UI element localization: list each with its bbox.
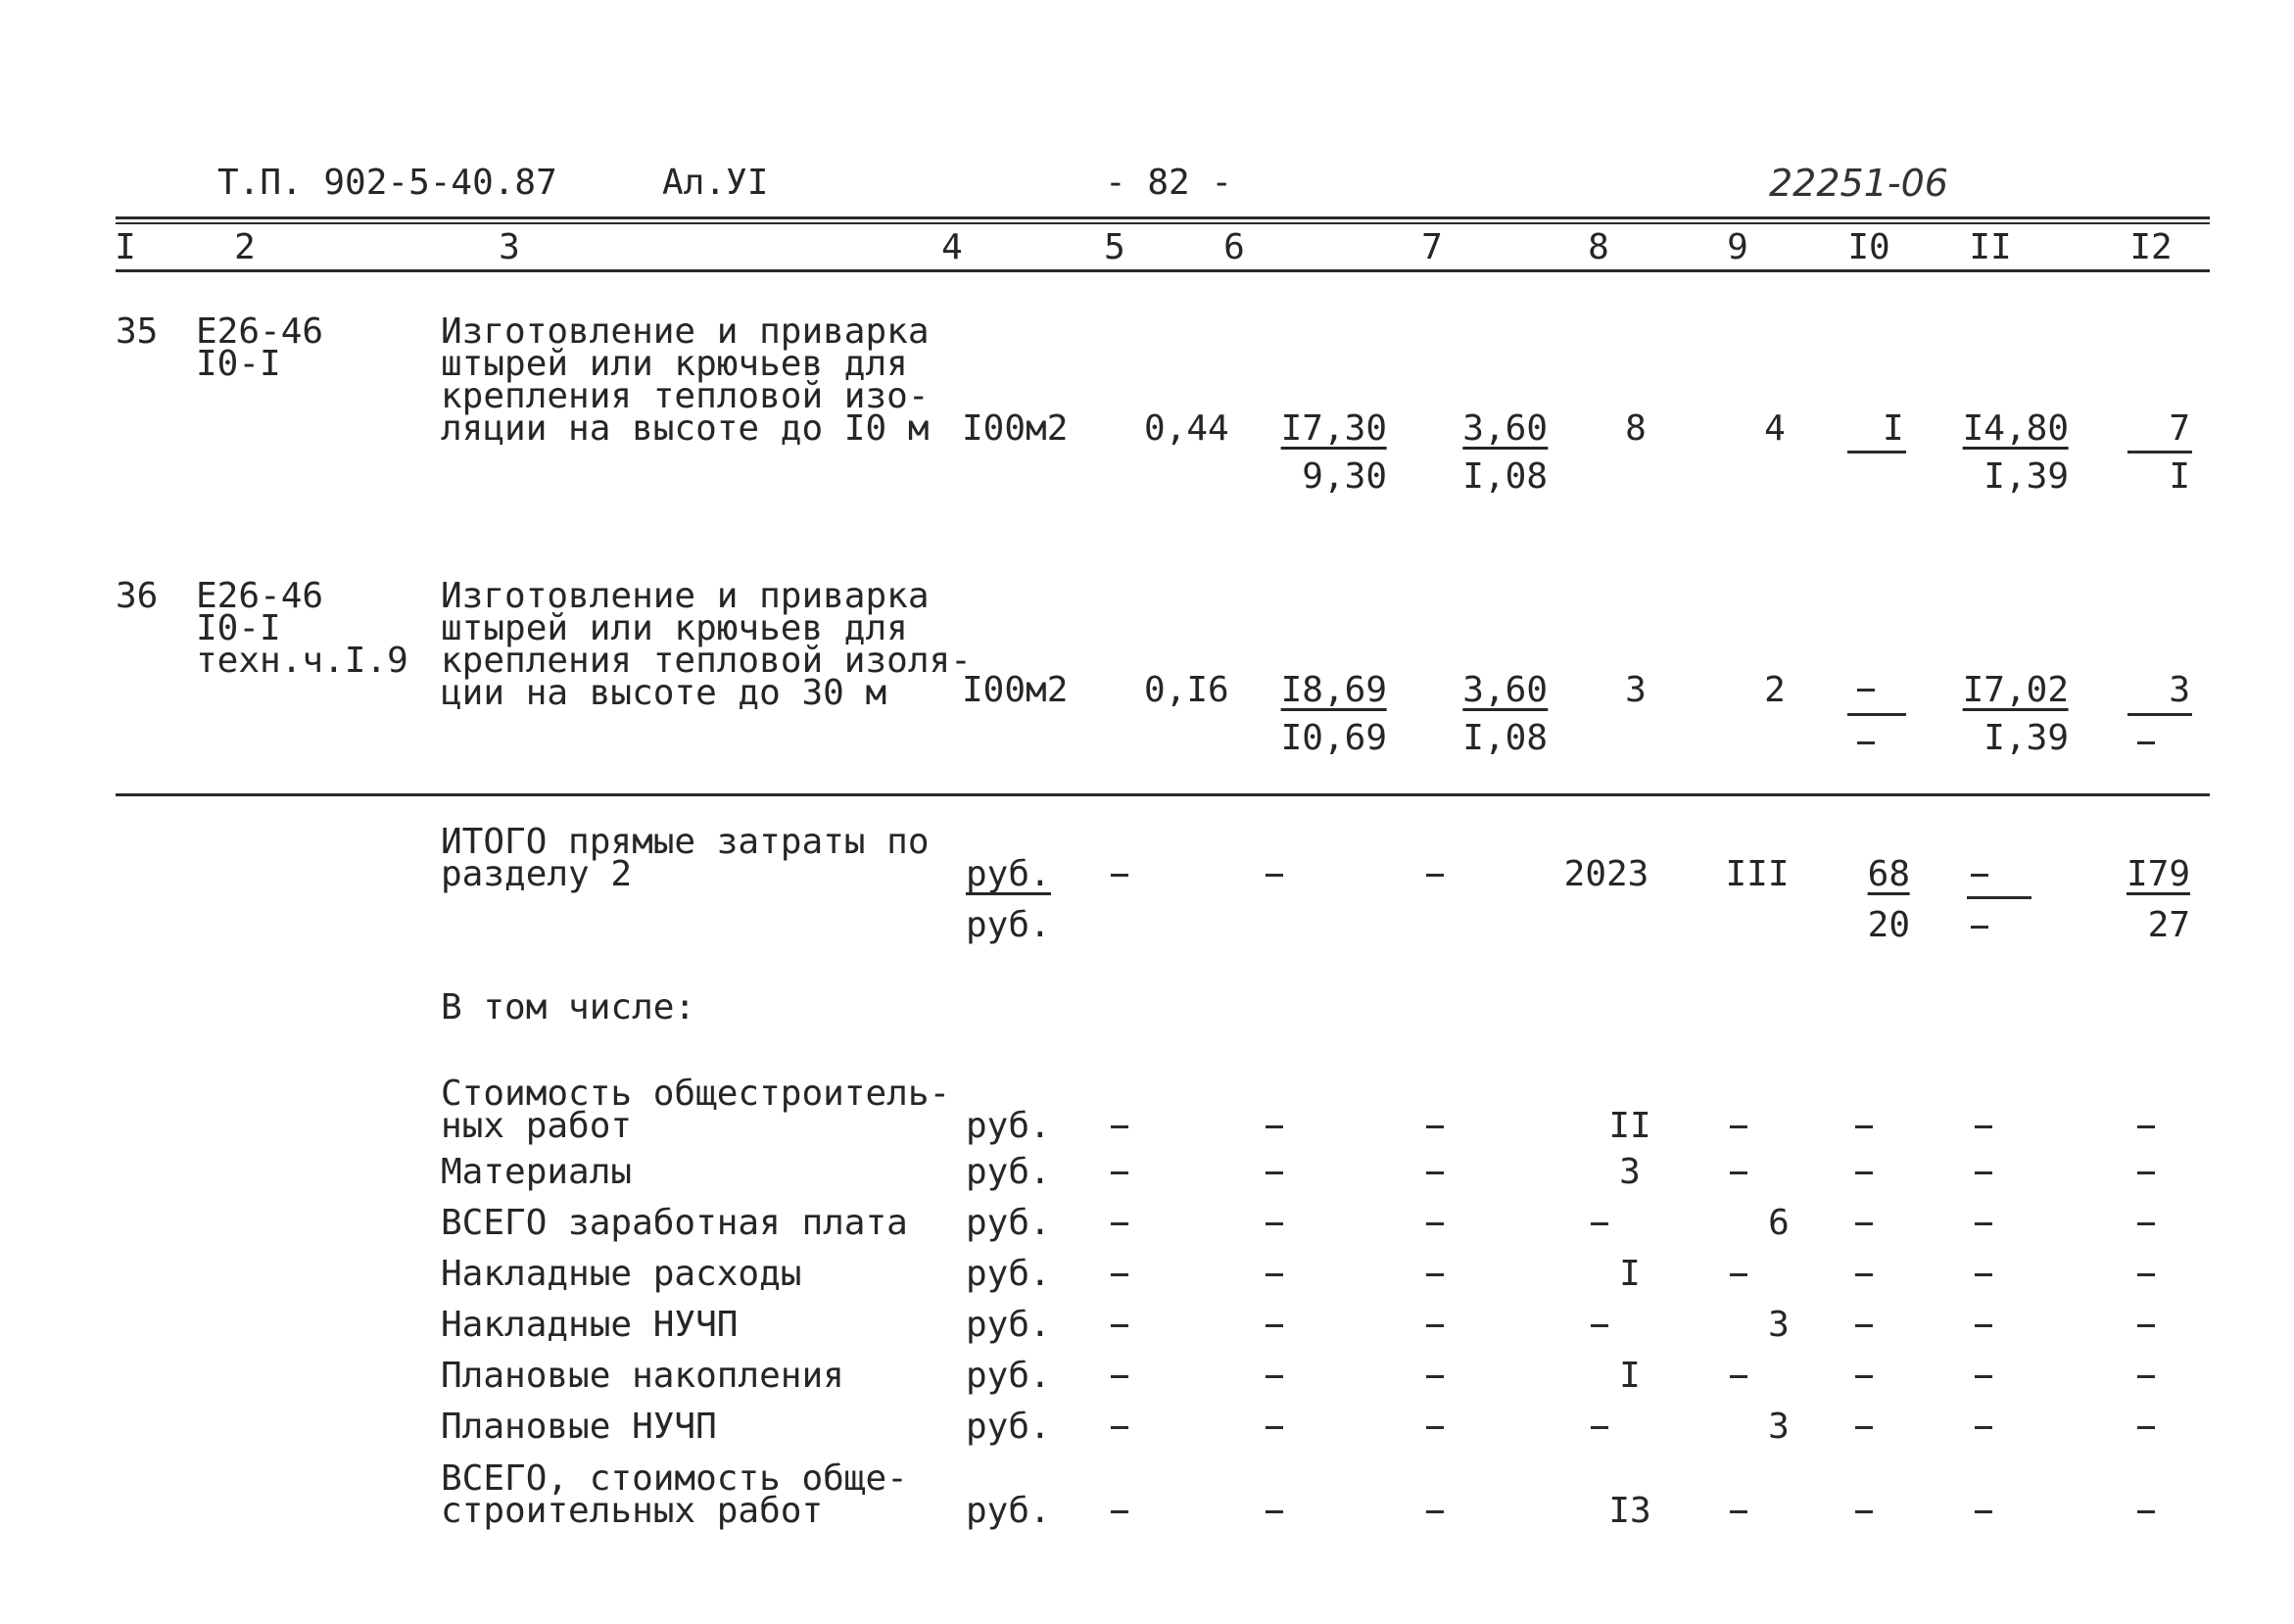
breakdown-dash-col-6: [1266, 1125, 1283, 1128]
col-12-fraction-line: [2127, 451, 2192, 454]
breakdown-dash-col-7: [1426, 1273, 1444, 1276]
total-col-6-dash: [1266, 874, 1283, 877]
total-col-11-bottom-dash: [1971, 926, 1988, 929]
breakdown-dash-col-5: [1111, 1510, 1128, 1513]
breakdown-dash-col-10: [1855, 1222, 1873, 1225]
breakdown-value-col-8: I3: [1608, 1491, 1651, 1531]
unit-cost-wages: I0,69: [1280, 718, 1387, 758]
breakdown-dash-col-11: [1975, 1273, 1992, 1276]
breakdown-dash-col-12: [2137, 1375, 2155, 1378]
breakdown-dash-col-12: [2137, 1426, 2155, 1429]
total-unit-bottom: руб.: [966, 905, 1051, 945]
col-11-total: I7,02: [1962, 670, 2069, 710]
col-10-bottom-dash: [1857, 741, 1875, 744]
breakdown-dash-col-5: [1111, 1426, 1128, 1429]
breakdown-label: Накладные НУЧП: [441, 1305, 739, 1345]
breakdown-dash-col-5: [1111, 1273, 1128, 1276]
price-code-line-2: I0-I: [196, 608, 281, 648]
col-num-1: I: [115, 227, 136, 267]
total-unit-top: руб.: [966, 854, 1051, 894]
breakdown-dash-col-6: [1266, 1171, 1283, 1174]
col-num-12: I2: [2129, 227, 2173, 267]
breakdown-dash-col-5: [1111, 1171, 1128, 1174]
col-num-2: 2: [234, 227, 256, 267]
breakdown-dash-col-12: [2137, 1273, 2155, 1276]
machine-cost-wages: I,08: [1462, 718, 1548, 758]
work-description-line-1: Изготовление и приварка: [441, 576, 930, 616]
total-col-8: 2023: [1563, 854, 1649, 894]
unit-cost-wages: 9,30: [1302, 456, 1387, 497]
machine-cost: 3,60: [1462, 670, 1548, 710]
unit-cost-total: I8,69: [1280, 670, 1387, 710]
breakdown-dash-col-5: [1111, 1222, 1128, 1225]
col-num-5: 5: [1104, 227, 1125, 267]
breakdown-dash-col-5: [1111, 1324, 1128, 1327]
breakdown-dash-col-9: [1730, 1273, 1747, 1276]
col-num-8: 8: [1588, 227, 1609, 267]
total-col-12-top: I79: [2126, 854, 2190, 894]
col-10-dash: [1857, 689, 1875, 692]
breakdown-value-col-8: 3: [1619, 1152, 1641, 1192]
breakdown-dash-col-12: [2137, 1222, 2155, 1225]
breakdown-label: ВСЕГО, стоимость обще-: [441, 1458, 908, 1499]
price-code-line-2: I0-I: [196, 344, 281, 384]
work-description-line-2: штырей или крючьев для: [441, 344, 908, 384]
col-11-wages: I,39: [1983, 456, 2069, 497]
breakdown-unit: руб.: [966, 1305, 1051, 1345]
unit-of-measure: I00м2: [962, 408, 1069, 449]
work-description-line-3: крепления тепловой изо-: [441, 376, 930, 416]
column-header-rule: [116, 269, 2210, 272]
price-code-line-1: Е26-46: [196, 576, 324, 616]
unit-of-measure: I00м2: [962, 670, 1069, 710]
breakdown-dash-col-10: [1855, 1324, 1873, 1327]
price-code-line-3: техн.ч.I.9: [196, 641, 408, 681]
breakdown-dash-col-6: [1266, 1375, 1283, 1378]
breakdown-title: В том числе:: [441, 987, 696, 1027]
col-12-total: 7: [2169, 408, 2190, 449]
breakdown-dash-col-7: [1426, 1510, 1444, 1513]
breakdown-dash-col-12: [2137, 1324, 2155, 1327]
breakdown-dash-col-6: [1266, 1426, 1283, 1429]
price-code-line-1: Е26-46: [196, 311, 324, 352]
col-10-fraction-line: [1847, 713, 1906, 716]
header-top-rule: [116, 216, 2210, 219]
total-col-10-bottom: 20: [1867, 905, 1910, 945]
header-top-rule-thin: [116, 222, 2210, 224]
item-number: 35: [116, 311, 159, 352]
total-col-10-top: 68: [1867, 854, 1910, 894]
breakdown-dash-col-8: [1591, 1426, 1608, 1429]
breakdown-dash-col-12: [2137, 1125, 2155, 1128]
breakdown-dash-col-11: [1975, 1222, 1992, 1225]
breakdown-label: ВСЕГО заработная плата: [441, 1203, 908, 1243]
col-10-fraction-line: [1847, 451, 1906, 454]
breakdown-dash-col-11: [1975, 1375, 1992, 1378]
col-9-value: 2: [1764, 670, 1786, 710]
quantity: 0,I6: [1144, 670, 1229, 710]
breakdown-label: ных работ: [441, 1106, 633, 1146]
breakdown-dash-col-9: [1730, 1125, 1747, 1128]
breakdown-dash-col-10: [1855, 1426, 1873, 1429]
breakdown-dash-col-11: [1975, 1324, 1992, 1327]
breakdown-label: Материалы: [441, 1152, 633, 1192]
breakdown-dash-col-7: [1426, 1125, 1444, 1128]
work-description-line-1: Изготовление и приварка: [441, 311, 930, 352]
breakdown-dash-col-10: [1855, 1375, 1873, 1378]
breakdown-dash-col-10: [1855, 1510, 1873, 1513]
total-col-11-fraction-line: [1967, 896, 2031, 899]
breakdown-dash-col-11: [1975, 1426, 1992, 1429]
inventory-number: 22251-06: [1769, 162, 1948, 205]
section-total-rule: [116, 793, 2210, 796]
breakdown-dash-col-10: [1855, 1273, 1873, 1276]
col-12-bottom-dash: [2137, 741, 2155, 744]
breakdown-dash-col-9: [1730, 1171, 1747, 1174]
machine-cost: 3,60: [1462, 408, 1548, 449]
quantity: 0,44: [1144, 408, 1229, 449]
breakdown-dash-col-6: [1266, 1273, 1283, 1276]
breakdown-dash-col-11: [1975, 1171, 1992, 1174]
breakdown-dash-col-9: [1730, 1375, 1747, 1378]
breakdown-dash-col-7: [1426, 1426, 1444, 1429]
col-num-3: 3: [499, 227, 520, 267]
col-num-9: 9: [1727, 227, 1748, 267]
total-col-7-dash: [1426, 874, 1444, 877]
breakdown-unit: руб.: [966, 1203, 1051, 1243]
total-col-12-bottom: 27: [2147, 905, 2190, 945]
breakdown-dash-col-11: [1975, 1125, 1992, 1128]
work-description-line-4: ции на высоте до 30 м: [441, 673, 887, 713]
breakdown-dash-col-10: [1855, 1171, 1873, 1174]
breakdown-dash-col-9: [1730, 1510, 1747, 1513]
col-9-value: 4: [1764, 408, 1786, 449]
breakdown-unit: руб.: [966, 1407, 1051, 1447]
breakdown-dash-col-7: [1426, 1171, 1444, 1174]
total-label-line-2: разделу 2: [441, 854, 633, 894]
breakdown-label: Накладные расходы: [441, 1254, 802, 1294]
breakdown-label: Плановые накопления: [441, 1356, 844, 1396]
breakdown-dash-col-8: [1591, 1222, 1608, 1225]
breakdown-dash-col-6: [1266, 1324, 1283, 1327]
breakdown-unit: руб.: [966, 1491, 1051, 1531]
total-col-9: III: [1725, 854, 1790, 894]
album-number: Ал.УI: [662, 163, 769, 203]
breakdown-value-col-8: I: [1619, 1254, 1641, 1294]
breakdown-dash-col-7: [1426, 1375, 1444, 1378]
col-num-10: I0: [1847, 227, 1890, 267]
col-num-6: 6: [1223, 227, 1245, 267]
col-11-total: I4,80: [1962, 408, 2069, 449]
breakdown-dash-col-7: [1426, 1222, 1444, 1225]
machine-cost-wages: I,08: [1462, 456, 1548, 497]
breakdown-dash-col-12: [2137, 1510, 2155, 1513]
breakdown-label: Плановые НУЧП: [441, 1407, 717, 1447]
breakdown-dash-col-11: [1975, 1510, 1992, 1513]
breakdown-unit: руб.: [966, 1254, 1051, 1294]
breakdown-dash-col-12: [2137, 1171, 2155, 1174]
col-num-11: II: [1969, 227, 2012, 267]
page-number: - 82 -: [1105, 163, 1233, 203]
breakdown-unit: руб.: [966, 1356, 1051, 1396]
work-description-line-2: штырей или крючьев для: [441, 608, 908, 648]
col-10-value: I: [1883, 408, 1904, 449]
col-12-total: 3: [2169, 670, 2190, 710]
col-8-value: 8: [1625, 408, 1647, 449]
breakdown-unit: руб.: [966, 1106, 1051, 1146]
unit-cost-total: I7,30: [1280, 408, 1387, 449]
total-col-11-dash: [1971, 874, 1988, 877]
col-12-wages: I: [2169, 456, 2190, 497]
col-8-value: 3: [1625, 670, 1647, 710]
breakdown-unit: руб.: [966, 1152, 1051, 1192]
breakdown-label: Стоимость общестроитель-: [441, 1074, 951, 1114]
breakdown-dash-col-10: [1855, 1125, 1873, 1128]
breakdown-value-col-9: 3: [1768, 1407, 1790, 1447]
document-code: Т.П. 902-5-40.87: [217, 163, 557, 203]
breakdown-label: строительных работ: [441, 1491, 824, 1531]
breakdown-value-col-8: II: [1608, 1106, 1651, 1146]
breakdown-value-col-9: 3: [1768, 1305, 1790, 1345]
breakdown-dash-col-5: [1111, 1125, 1128, 1128]
breakdown-value-col-9: 6: [1768, 1203, 1790, 1243]
col-12-fraction-line: [2127, 713, 2192, 716]
col-11-wages: I,39: [1983, 718, 2069, 758]
work-description-line-4: ляции на высоте до I0 м: [441, 408, 930, 449]
breakdown-dash-col-8: [1591, 1324, 1608, 1327]
breakdown-value-col-8: I: [1619, 1356, 1641, 1396]
breakdown-dash-col-5: [1111, 1375, 1128, 1378]
breakdown-dash-col-6: [1266, 1510, 1283, 1513]
breakdown-dash-col-7: [1426, 1324, 1444, 1327]
breakdown-dash-col-6: [1266, 1222, 1283, 1225]
col-num-4: 4: [941, 227, 963, 267]
total-col-5-dash: [1111, 874, 1128, 877]
item-number: 36: [116, 576, 159, 616]
col-num-7: 7: [1421, 227, 1443, 267]
work-description-line-3: крепления тепловой изоля-: [441, 641, 972, 681]
total-label-line-1: ИТОГО прямые затраты по: [441, 822, 930, 862]
